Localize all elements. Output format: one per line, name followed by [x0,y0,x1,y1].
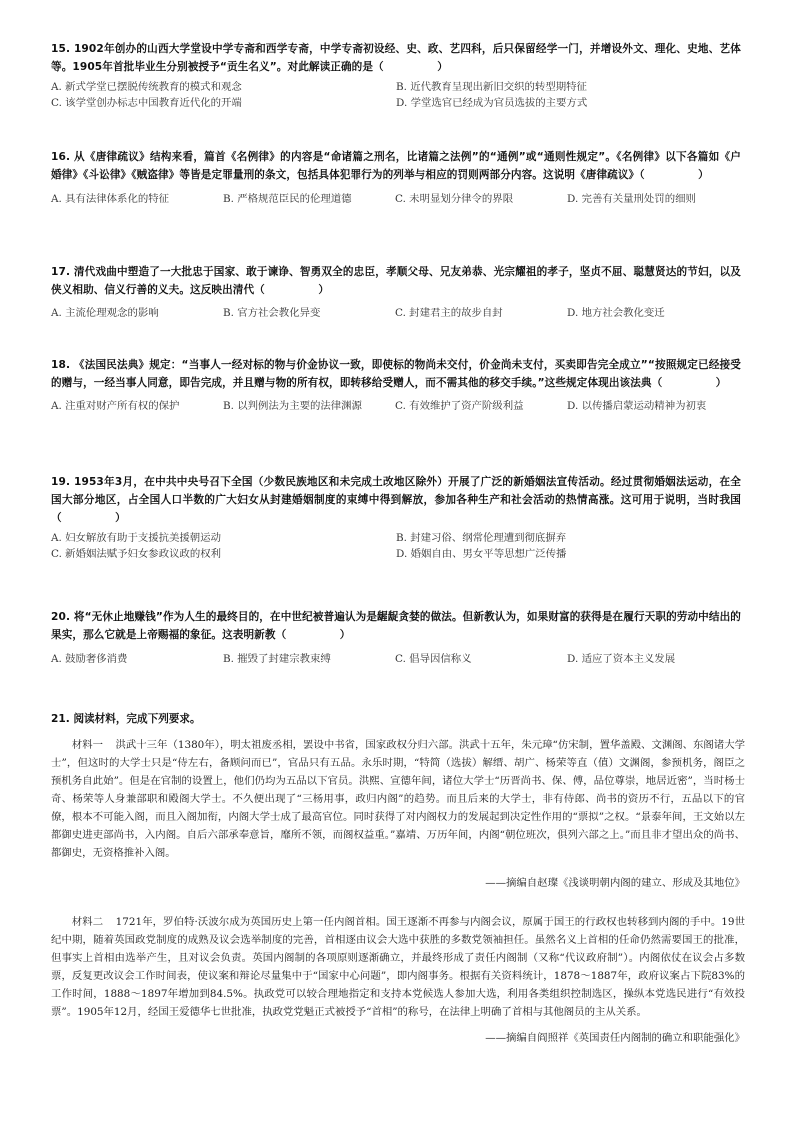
option-a[interactable]: A. 注重对财产所有权的保护 [51,400,180,412]
material-label: 材料一 [71,739,103,751]
question-stem: 16. 从《唐律疏议》结构来看，篇首《名例律》的内容是“命诸篇之刑名，比诸篇之法例”的“通例”或“通则性规定”。《名例律》以下各篇如《户婚律》《斗讼律》《贼盗律》等皆是定罪量刑的条文，包括具体犯罪行为的列举与相应的罚则两部分内容。这说明《唐律疏议》（ ） [51,151,741,181]
options [51,191,741,207]
material-text: 洪武十三年（1380年），明太祖废丞相，罢设中书省，国家政权分归六部。洪武十五年，朱元璋“仿宋制，置华盖殿、文渊阁、东阁诸大学士”，但这时的大学士只是“侍左右，备顾问而已”，官品只有五品。永乐时期，“特简（选拔）解缙、胡广、杨荣等直（值）文渊阁，参预机务，阁臣之预机务自此始”。但是在官制的设置上，他们仍均为五品以下官员。洪熙、宣德年间，诸位大学士“历晋尚书、保、傅，品位尊崇，地居近密”，当时杨士奇、杨荣等人身兼部职和殿阁大学士。不久便出现了“三杨用事，政归内阁”的趋势。而且后来的大学士，非有侍郎、尚书的资历不行，五品以下的官僚，根本不可能入阁，而且入阁加衔，内阁大学士成了最高官位。同时获得了对内阁权力的发展起到决定性作用的“票拟”之权。“景泰年间，王文始以左都御史进吏部尚书，入内阁。自后六部承奉意旨，靡所不领，而阁权益重。”嘉靖、万历年间，内阁“朝位班次，俱列六部之上。”而且非才望出众的尚书、都御史，无资格推补入阁。 [51,739,746,859]
question-20 [51,608,741,667]
options [51,398,741,414]
option-c[interactable]: C. 封建君主的故步自封 [395,307,503,319]
options [51,651,741,667]
question-stem: 18. 《法国民法典》规定：“当事人一经对标的物与价金协议一致，即使标的物尚未交付，价金尚未支付，买卖即告完全成立”“按照规定已经接受的赠与，一经当事人同意，即告完成，并且赠与物的所有权，即转移给受赠人，而不需其他的移交手续。”这些规定体现出该法典（ ） [51,359,741,389]
option-a[interactable]: A. 新式学堂已摆脱传统教育的模式和观念 [51,81,242,93]
option-b[interactable]: B. 严格规范臣民的伦理道德 [223,193,352,205]
option-d[interactable]: D. 适应了资本主义发展 [567,653,676,665]
material-1 [51,736,745,892]
question-17 [51,263,741,321]
option-a[interactable]: A. 妇女解放有助于支援抗美援朝运动 [51,532,221,544]
option-b[interactable]: B. 近代教育呈现出新旧交织的转型期特征 [396,81,587,93]
options [51,305,741,321]
option-a[interactable]: A. 具有法律体系化的特征 [51,193,170,205]
question-stem: 19. 1953年3月，在中共中央号召下全国（少数民族地区和未完成土改地区除外）开展了广泛的新婚姻法宣传活动。经过贯彻婚姻法运动，在全国大部分地区，占全国人口半数的广大妇女从封建婚姻制度的束缚中得到解放，参加各种生产和社会活动的热情高涨。这可用于说明，当时我国（ ） [51,476,741,524]
material-text: 1721年，罗伯特·沃波尔成为英国历史上第一任内阁首相。国王逐渐不再参与内阁会议，原属于国王的行政权也转移到内阁的手中。19世纪中期，随着英国政党制度的成熟及议会选举制度的完善，首相逐由议会大选中获胜的多数党领袖担任。虽然名义上首相的任命仍然需要国王的批准，但事实上首相由选举产生，且对议会负责。英国内阁制的各项原则逐渐确立，并最终形成了责任内阁制（又称“代议政府制”）。内阁依仗在议会占多数票，反复更改议会工作时间表，使议案和辩论尽量集中于“国家中心问题”，即内阁事务。根据有关资料统计，1878～1887年，政府议案占下院83%的工作时间，1888～1897年增加到84.5%。执政党可以较合理地指定和支持本党候选人参加大选，利用各类组织控制选区，操纵本党选民进行“有效投票”。1905年12月，经国王爱德华七世批准，执政党党魁正式被授予“首相”的称号，在法律上明确了首相与其他阁员的主从关系。 [51,916,745,1018]
material-2 [51,913,745,1047]
option-b[interactable]: B. 官方社会教化异变 [223,307,321,319]
question-stem: 17. 清代戏曲中塑造了一大批忠于国家、敢于谏诤、智勇双全的忠臣，孝顺父母、兄友弟恭、光宗耀祖的孝子，坚贞不屈、聪慧贤达的节妇，以及侠义相助、信义行善的义夫。这反映出清代（ ） [51,266,741,296]
option-d[interactable]: D. 完善有关量刑处罚的细则 [567,193,696,205]
options [51,530,741,562]
option-a[interactable]: A. 鼓励奢侈消费 [51,653,128,665]
question-stem: 15. 1902年创办的山西大学堂设中学专斋和西学专斋，中学专斋初设经、史、政、艺四科，后只保留经学一门，并增设外文、理化、史地、艺体等。1905年首批毕业生分别被授予“贡生名义”。对此解读正确的是（ ） [51,43,741,73]
material-2-paragraph [51,913,745,1021]
material-source: ——摘编自阎照祥《英国责任内阁制的确立和职能强化》 [485,1032,745,1044]
option-c[interactable]: C. 新婚姻法赋予妇女参政议政的权利 [51,548,222,560]
option-c[interactable]: C. 未明显划分律令的界限 [395,193,514,205]
material-label: 材料二 [71,916,104,928]
question-15 [51,40,741,111]
option-b[interactable]: B. 以判例法为主要的法律渊源 [223,400,362,412]
option-d[interactable]: D. 以传播启蒙运动精神为初衷 [567,400,707,412]
option-d[interactable]: D. 地方社会教化变迁 [567,307,665,319]
option-a[interactable]: A. 主流伦理观念的影响 [51,307,159,319]
question-16 [51,148,741,207]
material-source: ——摘编自赵璨《浅谈明朝内阁的建立、形成及其地位》 [485,877,745,889]
option-c[interactable]: C. 该学堂创办标志中国教育近代化的开端 [51,97,242,109]
option-d[interactable]: D. 学堂选官已经成为官员选拔的主要方式 [396,97,588,109]
question-21-title: 21. 阅读材料，完成下列要求。 [51,713,201,725]
option-c[interactable]: C. 有效维护了资产阶级利益 [395,400,524,412]
option-b[interactable]: B. 摧毁了封建宗教束缚 [223,653,331,665]
option-b[interactable]: B. 封建习俗、纲常伦理遭到彻底摒弃 [396,532,567,544]
option-c[interactable]: C. 倡导因信称义 [395,653,472,665]
material-1-paragraph [51,736,745,862]
question-18 [51,356,741,414]
option-d[interactable]: D. 婚姻自由、男女平等思想广泛传播 [396,548,567,560]
options [51,79,741,111]
question-stem: 20. 将“无休止地赚钱”作为人生的最终目的，在中世纪被普遍认为是龌龊贪婪的做法。但新教认为，如果财富的获得是在履行天职的劳动中结出的果实，那么它就是上帝赐福的象征。这表明新教（ ） [51,611,741,641]
question-19 [51,473,741,562]
